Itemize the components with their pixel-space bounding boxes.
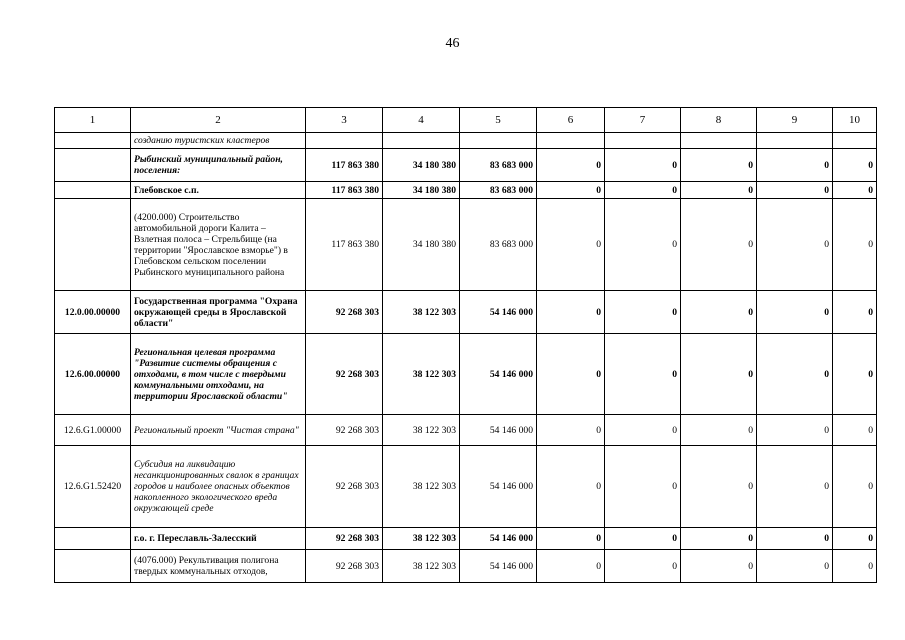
amount-cell: 54 146 000	[460, 550, 537, 583]
name-cell: Глебовское с.п.	[131, 182, 306, 199]
name-cell: Субсидия на ликвидацию несанкционированных свалок в границах городов и наиболее опасных объектов накопленного экологического вреда окружающей среде	[131, 446, 306, 528]
amount-cell: 0	[681, 291, 757, 334]
name-cell: Региональный проект "Чистая страна"	[131, 415, 306, 446]
amount-cell: 0	[681, 199, 757, 291]
amount-cell: 0	[833, 446, 877, 528]
amount-cell: 0	[537, 199, 605, 291]
amount-cell: 0	[833, 149, 877, 182]
amount-cell: 34 180 380	[383, 182, 460, 199]
table-body	[55, 133, 877, 583]
amount-cell	[383, 133, 460, 149]
amount-cell: 0	[681, 446, 757, 528]
amount-cell: 34 180 380	[383, 149, 460, 182]
name-cell: Региональная целевая программа "Развитие системы обращения с отходами, в том числе с твердыми коммунальными отходами, на территории Ярославской области"	[131, 334, 306, 415]
table-row	[55, 182, 877, 199]
amount-cell: 92 268 303	[306, 291, 383, 334]
amount-cell: 0	[833, 528, 877, 550]
code-cell	[55, 528, 131, 550]
amount-cell: 38 122 303	[383, 415, 460, 446]
amount-cell: 92 268 303	[306, 446, 383, 528]
amount-cell: 0	[757, 199, 833, 291]
amount-cell: 92 268 303	[306, 334, 383, 415]
amount-cell: 0	[605, 550, 681, 583]
amount-cell: 83 683 000	[460, 149, 537, 182]
amount-cell: 38 122 303	[383, 334, 460, 415]
name-cell: г.о. г. Переславль-Залесский	[131, 528, 306, 550]
amount-cell: 0	[537, 149, 605, 182]
name-cell: (4200.000) Строительство автомобильной дороги Калита – Взлетная полоса – Стрельбище (на территории "Ярославское взморье") в Глебовском сельском поселении Рыбинского муниципального района	[131, 199, 306, 291]
page-number: 46	[445, 36, 460, 51]
amount-cell: 0	[833, 550, 877, 583]
amount-cell: 0	[537, 182, 605, 199]
amount-cell: 83 683 000	[460, 199, 537, 291]
amount-cell: 38 122 303	[383, 446, 460, 528]
table-row	[55, 334, 877, 415]
amount-cell: 0	[537, 291, 605, 334]
amount-cell	[306, 133, 383, 149]
amount-cell: 54 146 000	[460, 291, 537, 334]
amount-cell: 54 146 000	[460, 528, 537, 550]
amount-cell: 0	[681, 415, 757, 446]
name-cell: созданию туристских кластеров	[131, 133, 306, 149]
table-row	[55, 149, 877, 182]
amount-cell: 0	[605, 446, 681, 528]
amount-cell: 92 268 303	[306, 528, 383, 550]
amount-cell	[605, 133, 681, 149]
amount-cell	[757, 133, 833, 149]
table-row	[55, 415, 877, 446]
column-header: 6	[537, 108, 605, 133]
column-header: 8	[681, 108, 757, 133]
table-row	[55, 446, 877, 528]
code-cell	[55, 133, 131, 149]
column-header: 5	[460, 108, 537, 133]
amount-cell: 0	[833, 334, 877, 415]
amount-cell: 0	[605, 415, 681, 446]
amount-cell: 0	[757, 149, 833, 182]
amount-cell: 54 146 000	[460, 334, 537, 415]
table-row	[55, 528, 877, 550]
table-header-row	[55, 108, 877, 133]
code-cell	[55, 199, 131, 291]
table-row	[55, 550, 877, 583]
code-cell: 12.6.00.00000	[55, 334, 131, 415]
amount-cell: 0	[757, 291, 833, 334]
amount-cell	[537, 133, 605, 149]
column-header: 2	[131, 108, 306, 133]
amount-cell	[833, 133, 877, 149]
amount-cell: 92 268 303	[306, 415, 383, 446]
amount-cell: 34 180 380	[383, 199, 460, 291]
amount-cell: 0	[833, 415, 877, 446]
amount-cell: 0	[605, 199, 681, 291]
column-header: 10	[833, 108, 877, 133]
amount-cell: 0	[681, 528, 757, 550]
amount-cell: 0	[833, 291, 877, 334]
amount-cell	[460, 133, 537, 149]
amount-cell: 0	[537, 550, 605, 583]
amount-cell: 0	[681, 182, 757, 199]
amount-cell	[681, 133, 757, 149]
code-cell: 12.6.G1.52420	[55, 446, 131, 528]
amount-cell: 0	[757, 446, 833, 528]
amount-cell: 0	[537, 528, 605, 550]
amount-cell: 0	[537, 446, 605, 528]
budget-table	[54, 107, 877, 583]
amount-cell: 0	[605, 149, 681, 182]
amount-cell: 0	[681, 550, 757, 583]
code-cell	[55, 149, 131, 182]
amount-cell: 0	[757, 528, 833, 550]
amount-cell: 0	[757, 182, 833, 199]
table-row	[55, 291, 877, 334]
amount-cell: 0	[537, 334, 605, 415]
amount-cell: 0	[681, 334, 757, 415]
amount-cell: 0	[605, 528, 681, 550]
code-cell	[55, 182, 131, 199]
name-cell: Рыбинский муниципальный район, поселения:	[131, 149, 306, 182]
amount-cell: 0	[757, 550, 833, 583]
amount-cell: 0	[757, 415, 833, 446]
amount-cell: 117 863 380	[306, 149, 383, 182]
amount-cell: 0	[605, 291, 681, 334]
table-row	[55, 199, 877, 291]
amount-cell: 0	[757, 334, 833, 415]
name-cell: (4076.000) Рекультивация полигона твердых коммунальных отходов,	[131, 550, 306, 583]
amount-cell: 117 863 380	[306, 199, 383, 291]
code-cell: 12.6.G1.00000	[55, 415, 131, 446]
amount-cell: 0	[537, 415, 605, 446]
amount-cell: 0	[681, 149, 757, 182]
column-header: 1	[55, 108, 131, 133]
code-cell: 12.0.00.00000	[55, 291, 131, 334]
amount-cell: 38 122 303	[383, 291, 460, 334]
amount-cell: 38 122 303	[383, 528, 460, 550]
column-header: 4	[383, 108, 460, 133]
name-cell: Государственная программа "Охрана окружающей среды в Ярославской области"	[131, 291, 306, 334]
table-row	[55, 133, 877, 149]
amount-cell: 83 683 000	[460, 182, 537, 199]
amount-cell: 38 122 303	[383, 550, 460, 583]
amount-cell: 0	[605, 182, 681, 199]
amount-cell: 0	[605, 334, 681, 415]
column-header: 7	[605, 108, 681, 133]
code-cell	[55, 550, 131, 583]
amount-cell: 0	[833, 199, 877, 291]
amount-cell: 117 863 380	[306, 182, 383, 199]
amount-cell: 54 146 000	[460, 415, 537, 446]
column-header: 9	[757, 108, 833, 133]
amount-cell: 92 268 303	[306, 550, 383, 583]
amount-cell: 0	[833, 182, 877, 199]
amount-cell: 54 146 000	[460, 446, 537, 528]
column-header: 3	[306, 108, 383, 133]
